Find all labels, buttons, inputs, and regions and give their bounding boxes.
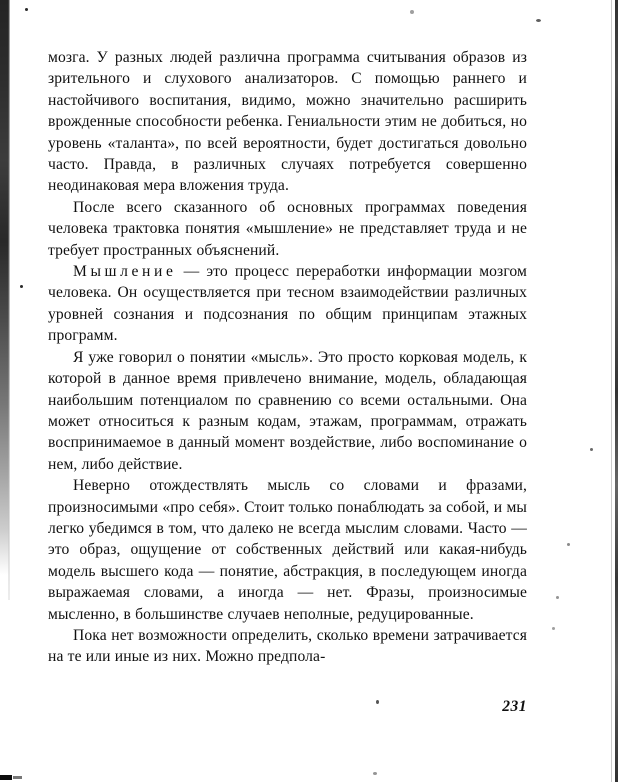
scan-artifact-left-thin-line [8,0,10,600]
paragraph: мозга. У разных людей различна программа считывания образов из зрительного и слухового анализаторов. С помощью раннего и настойчивого воспитания, видимо, можно значительно расширить врожденные способности ребенка. Гениальности этим не добиться, но уровень «таланта», по всей вероятности, будет достигаться довольно часто. Правда, в различных случаях потребуется совершенно неодинаковая мера вложения труда. [48,49,527,195]
scan-speck [373,772,377,775]
scan-speck [410,10,414,14]
scan-speck [590,448,593,451]
scan-speck [25,8,28,11]
scan-speck [567,543,570,546]
paragraph: Я уже говорил о понятии «мысль». Это просто корковая модель, к которой в данное время привлечено внимание, модель, обладающая наибольшим потенциалом по сравнению со всеми остальными. Она может относиться к разным кодам, этажам, программам, отражать воспринимаемое в данный момент воздействие, либо воспоминание о нем, либо действие. [48,348,527,473]
paragraph: Пока нет возможности определить, сколько времени затрачивается на те или иные из них. Можно предпола- [48,626,527,666]
scan-speck [556,596,559,599]
emphasized-term: Мышление [73,263,177,281]
scan-speck [552,627,555,630]
scan-artifact-bottom-left-dots [13,776,22,779]
page-number: 231 [502,698,527,715]
paragraph-remainder: — это процесс переработки информации мозгом человека. Он осуществляется при тесном взаимодействии различных уровней сознания и подсознания по общим принципам этажных программ. [48,263,527,345]
scan-speck [20,285,23,288]
scan-artifact-right-thin-line [611,0,612,782]
scan-artifact-right-edge [615,0,618,782]
paragraph-with-emphasis [48,261,527,347]
paragraph: После всего сказанного об основных программах поведения человека трактовка понятия «мышление» не представляет труда и не требует пространных объяснений. [48,198,527,259]
scan-artifact-bottom-left-corner-mark [0,775,12,780]
body-text-block [48,47,527,668]
scan-speck [536,19,541,22]
paragraph: Неверно отождествлять мысль со словами и фразами, произносимыми «про себя». Стоит только понаблюдать за собой, и мы легко убедимся в том, что далеко не всегда мыслим словами. Часто — это образ, ощущение от собственных действий или какая-нибудь модель высшего кода — понятие, абстракция, в последующем иногда выражаемая словами, а иногда — нет. Фразы, произносимые мысленно, в большинстве случаев неполные, редуцированные. [48,477,527,623]
